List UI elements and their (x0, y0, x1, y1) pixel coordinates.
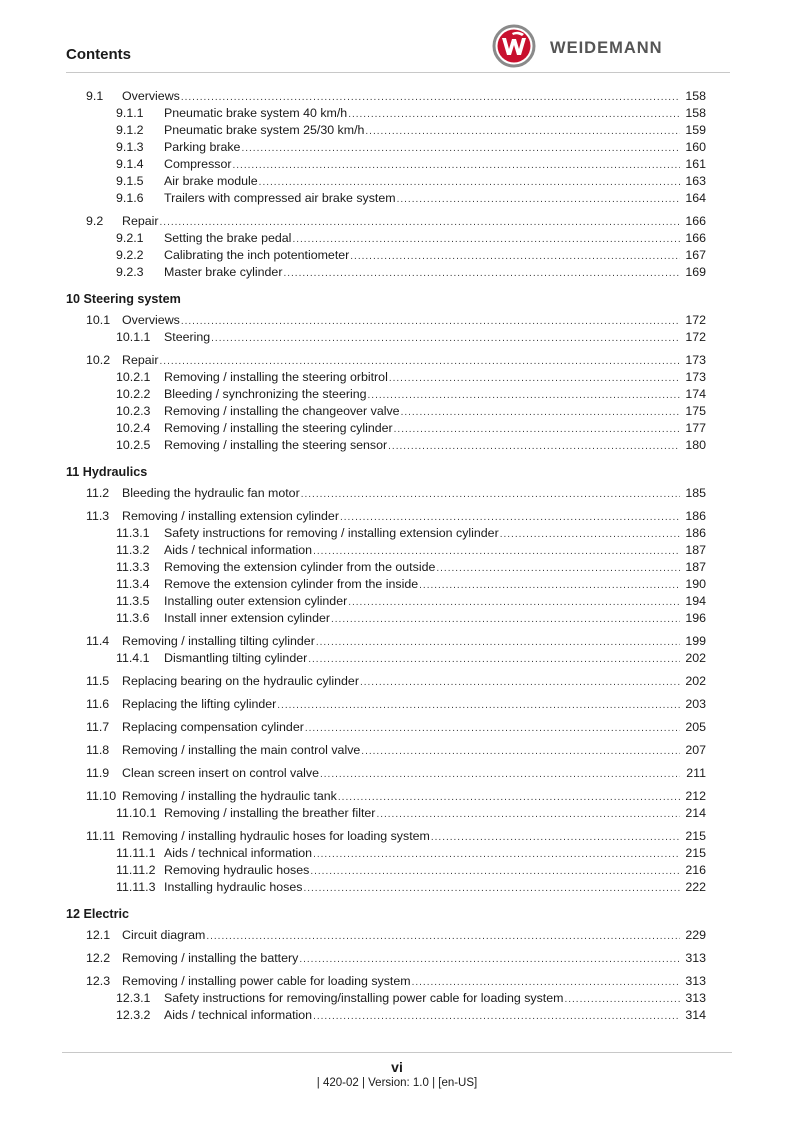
toc-entry[interactable] (86, 386, 706, 403)
toc-entry-page: 215 (685, 829, 706, 843)
toc-entry-page: 172 (685, 313, 706, 327)
toc-entry-page: 222 (685, 880, 706, 894)
toc-entry[interactable] (86, 990, 706, 1007)
toc-dot-leader (160, 352, 680, 370)
toc-entry[interactable] (86, 788, 706, 805)
toc-dot-leader (388, 437, 680, 455)
brand-name: WEIDEMANN (550, 39, 663, 57)
toc-entry-page: 166 (685, 214, 706, 228)
toc-entry[interactable] (86, 879, 706, 896)
toc-entry[interactable] (86, 673, 706, 690)
toc-entry-page: 215 (685, 846, 706, 860)
toc-entry-number: 10.2.1 (116, 370, 151, 384)
toc-entry-number: 9.1 (86, 89, 104, 103)
toc-entry-title: Repair (122, 353, 159, 367)
toc-entry-number: 12.2 (86, 951, 111, 965)
toc-entry-number: 11.3.3 (116, 560, 150, 574)
toc-entry-number: 11.5 (86, 674, 110, 688)
toc-entry-number: 9.1.4 (116, 157, 144, 171)
toc-dot-leader (181, 312, 680, 330)
toc-entry-page: 173 (685, 353, 706, 367)
toc-entry-number: 11.4 (86, 634, 110, 648)
toc-dot-leader (340, 508, 680, 526)
toc-entry-number: 11.3.4 (116, 577, 150, 591)
toc-entry-title: Dismantling tilting cylinder (164, 651, 308, 665)
toc-entry[interactable] (86, 742, 706, 759)
toc-entry-title: Safety instructions for removing/installing power cable for loading system (164, 991, 564, 1005)
toc-entry-title: Removing / installing the main control valve (122, 743, 361, 757)
header-divider (66, 72, 730, 73)
toc-dot-leader (389, 369, 680, 387)
page-title: Contents (66, 46, 131, 63)
toc-entry-page: 159 (685, 123, 706, 137)
toc-entry-number: 11.11.2 (116, 863, 156, 877)
toc-dot-leader (564, 990, 680, 1008)
toc-entry-number: 10.2.3 (116, 404, 151, 418)
version-line: | 420-02 | Version: 1.0 | [en-US] (316, 1077, 478, 1089)
toc-dot-leader (348, 105, 680, 123)
toc-entry-page: 158 (685, 89, 706, 103)
toc-dot-leader (277, 696, 680, 714)
toc-entry[interactable] (86, 190, 706, 207)
toc-entry-title: Removing / installing power cable for loading system (122, 974, 411, 988)
toc-entry-title: Aids / technical information (164, 846, 313, 860)
toc-entry-title: Circuit diagram (122, 928, 206, 942)
toc-dot-leader (283, 264, 680, 282)
toc-dot-leader (308, 650, 680, 668)
weidemann-w-logo-icon (492, 24, 538, 68)
toc-entry-title: Aids / technical information (164, 543, 313, 557)
toc-entry-number: 9.2.2 (116, 248, 144, 262)
toc-entry-page: 186 (685, 509, 706, 523)
toc-dot-leader (365, 122, 680, 140)
toc-entry[interactable] (86, 576, 706, 593)
toc-entry-number: 11.9 (86, 766, 110, 780)
toc-entry-page: 158 (685, 106, 706, 120)
toc-entry[interactable] (86, 156, 706, 173)
toc-entry-number: 11.8 (86, 743, 110, 757)
toc-entry-number: 11.3 (86, 509, 110, 523)
toc-entry-number: 11.6 (86, 697, 110, 711)
toc-entry-title: Master brake cylinder (164, 265, 283, 279)
toc-entry[interactable] (86, 765, 706, 782)
toc-entry[interactable] (86, 485, 706, 502)
toc-entry-title: Removing hydraulic hoses (164, 863, 310, 877)
toc-entry-page: 196 (685, 611, 706, 625)
toc-entry[interactable] (86, 542, 706, 559)
toc-entry-page: 211 (686, 766, 706, 780)
toc-entry-number: 11.7 (86, 720, 110, 734)
toc-entry-number: 10.2.2 (116, 387, 151, 401)
toc-entry-page: 203 (685, 697, 706, 711)
toc-entry-number: 9.1.5 (116, 174, 144, 188)
toc-entry[interactable] (86, 845, 706, 862)
toc-entry-number: 12.1 (86, 928, 111, 942)
toc-entry-title: Pneumatic brake system 25/30 km/h (164, 123, 365, 137)
toc-dot-leader (350, 247, 680, 265)
toc-entry-title: Setting the brake pedal (164, 231, 292, 245)
toc-entry-number: 11.3.2 (116, 543, 150, 557)
toc-entry[interactable] (86, 403, 706, 420)
toc-entry[interactable] (86, 828, 706, 845)
toc-entry-number: 10.2.5 (116, 438, 151, 452)
page-number: vi (391, 1059, 403, 1075)
toc-dot-leader (211, 329, 680, 347)
toc-dot-leader (412, 973, 680, 991)
toc-entry-title: Overviews (122, 313, 180, 327)
toc-entry-page: 173 (685, 370, 706, 384)
toc-entry[interactable] (86, 973, 706, 990)
toc-entry[interactable] (86, 369, 706, 386)
toc-dot-leader (394, 420, 680, 438)
toc-entry-page: 216 (685, 863, 706, 877)
toc-dot-leader (299, 950, 680, 968)
toc-entry[interactable] (86, 312, 706, 329)
toc-entry-number: 11.3.6 (116, 611, 150, 625)
toc-entry-number: 11.2 (86, 486, 110, 500)
chapter-heading[interactable]: 10 Steering system (66, 292, 181, 306)
toc-entry-title: Removing / installing tilting cylinder (122, 634, 315, 648)
toc-entry-number: 9.2.1 (116, 231, 144, 245)
toc-dot-leader (431, 828, 680, 846)
toc-entry-title: Aids / technical information (164, 1008, 313, 1022)
toc-entry-page: 187 (685, 543, 706, 557)
toc-entry[interactable] (86, 593, 706, 610)
toc-entry-title: Installing outer extension cylinder (164, 594, 348, 608)
chapter-heading[interactable]: 12 Electric (66, 907, 130, 921)
toc-entry-title: Replacing bearing on the hydraulic cylinder (122, 674, 359, 688)
toc-entry-page: 202 (685, 651, 706, 665)
toc-entry-page: 187 (685, 560, 706, 574)
toc-entry-page: 174 (685, 387, 706, 401)
toc-dot-leader (397, 190, 680, 208)
toc-entry-title: Removing / installing the breather filter (164, 806, 376, 820)
toc-entry-page: 160 (685, 140, 706, 154)
toc-entry-title: Removing the extension cylinder from the outside (164, 560, 436, 574)
toc-entry-title: Replacing the lifting cylinder (122, 697, 277, 711)
toc-dot-leader (259, 173, 680, 191)
toc-entry-title: Removing / installing the steering orbitrol (164, 370, 388, 384)
toc-dot-leader (310, 862, 680, 880)
toc-entry-number: 12.3.2 (116, 1008, 151, 1022)
toc-dot-leader (303, 879, 680, 897)
toc-entry-number: 10.1.1 (116, 330, 151, 344)
toc-dot-leader (338, 788, 680, 806)
brand-logo (488, 24, 718, 68)
toc-entry-page: 172 (685, 330, 706, 344)
toc-entry-number: 10.1 (86, 313, 111, 327)
toc-entry[interactable] (86, 805, 706, 822)
toc-dot-leader (331, 610, 680, 628)
toc-entry[interactable] (86, 173, 706, 190)
toc-entry-title: Clean screen insert on control valve (122, 766, 319, 780)
toc-entry[interactable] (86, 437, 706, 454)
toc-entry-number: 11.10.1 (116, 806, 157, 820)
toc-entry[interactable] (86, 329, 706, 346)
toc-entry-number: 11.11 (86, 829, 116, 843)
toc-entry-title: Install inner extension cylinder (164, 611, 330, 625)
toc-entry-title: Installing hydraulic hoses (164, 880, 303, 894)
page-header (66, 22, 718, 72)
toc-dot-leader (313, 542, 680, 560)
toc-entry-page: 212 (685, 789, 706, 803)
toc-entry[interactable] (86, 247, 706, 264)
footer-divider (62, 1052, 732, 1053)
toc-entry[interactable] (86, 352, 706, 369)
toc-entry[interactable] (86, 525, 706, 542)
toc-entry[interactable] (86, 264, 706, 281)
toc-entry-number: 11.4.1 (116, 651, 150, 665)
table-of-contents (66, 88, 706, 1024)
toc-dot-leader (436, 559, 680, 577)
toc-entry-title: Bleeding the hydraulic fan motor (122, 486, 300, 500)
toc-entry-page: 177 (685, 421, 706, 435)
toc-entry[interactable] (86, 105, 706, 122)
toc-dot-leader (206, 927, 680, 945)
toc-entry-title: Replacing compensation cylinder (122, 720, 304, 734)
toc-entry-number: 9.1.2 (116, 123, 144, 137)
toc-entry-number: 11.11.1 (116, 846, 156, 860)
toc-dot-leader (316, 633, 680, 651)
toc-dot-leader (292, 230, 680, 248)
toc-dot-leader (160, 213, 680, 231)
toc-entry-title: Air brake module (164, 174, 258, 188)
toc-entry-page: 164 (685, 191, 706, 205)
toc-dot-leader (320, 765, 680, 783)
toc-entry-page: 207 (685, 743, 706, 757)
toc-entry-number: 9.2.3 (116, 265, 144, 279)
toc-entry-title: Removing / installing hydraulic hoses for loading system (122, 829, 430, 843)
toc-entry-page: 166 (685, 231, 706, 245)
toc-entry-number: 10.2 (86, 353, 111, 367)
toc-entry-page: 190 (685, 577, 706, 591)
toc-entry-number: 12.3.1 (116, 991, 151, 1005)
toc-entry-page: 194 (685, 594, 706, 608)
toc-entry-number: 11.11.3 (116, 880, 156, 894)
toc-dot-leader (313, 845, 680, 863)
toc-dot-leader (361, 742, 680, 760)
toc-entry[interactable] (86, 696, 706, 713)
toc-entry-title: Compressor (164, 157, 232, 171)
toc-entry[interactable] (86, 633, 706, 650)
toc-entry-page: 314 (685, 1008, 706, 1022)
toc-entry-title: Safety instructions for removing / installing extension cylinder (164, 526, 499, 540)
toc-entry[interactable] (86, 559, 706, 576)
toc-entry-title: Trailers with compressed air brake system (164, 191, 396, 205)
toc-entry-title: Overviews (122, 89, 180, 103)
toc-entry-page: 313 (685, 974, 706, 988)
toc-entry[interactable] (86, 650, 706, 667)
toc-entry-title: Steering (164, 330, 211, 344)
toc-entry-page: 169 (685, 265, 706, 279)
toc-dot-leader (301, 485, 680, 503)
toc-entry-page: 229 (685, 928, 706, 942)
toc-entry-title: Removing / installing the steering cylinder (164, 421, 393, 435)
toc-entry[interactable] (86, 1007, 706, 1024)
toc-entry-page: 185 (685, 486, 706, 500)
toc-entry-page: 175 (685, 404, 706, 418)
toc-dot-leader (368, 386, 680, 404)
toc-dot-leader (181, 88, 680, 106)
toc-entry-title: Bleeding / synchronizing the steering (164, 387, 367, 401)
toc-entry[interactable] (86, 950, 706, 967)
toc-entry[interactable] (86, 88, 706, 105)
toc-dot-leader (241, 139, 680, 157)
toc-entry-page: 313 (685, 991, 706, 1005)
toc-dot-leader (348, 593, 680, 611)
toc-dot-leader (500, 525, 680, 543)
toc-entry-page: 163 (685, 174, 706, 188)
toc-entry-page: 214 (685, 806, 706, 820)
toc-entry-title: Repair (122, 214, 159, 228)
toc-entry-title: Removing / installing extension cylinder (122, 509, 339, 523)
toc-entry[interactable] (86, 719, 706, 736)
toc-dot-leader (401, 403, 680, 421)
toc-entry-page: 205 (685, 720, 706, 734)
toc-entry-page: 180 (685, 438, 706, 452)
toc-entry-title: Removing / installing the battery (122, 951, 299, 965)
toc-dot-leader (305, 719, 680, 737)
toc-entry-number: 9.1.6 (116, 191, 144, 205)
toc-entry-number: 12.3 (86, 974, 111, 988)
toc-entry[interactable] (86, 862, 706, 879)
toc-dot-leader (376, 805, 680, 823)
toc-dot-leader (232, 156, 680, 174)
toc-entry-title: Pneumatic brake system 40 km/h (164, 106, 348, 120)
toc-entry-title: Removing / installing the changeover valve (164, 404, 400, 418)
toc-entry[interactable] (86, 139, 706, 156)
toc-entry-title: Removing / installing the hydraulic tank (122, 789, 337, 803)
toc-entry-number: 9.1.1 (116, 106, 144, 120)
toc-entry-number: 10.2.4 (116, 421, 151, 435)
toc-entry[interactable] (86, 508, 706, 525)
toc-entry-title: Remove the extension cylinder from the inside (164, 577, 419, 591)
toc-entry-number: 11.3.5 (116, 594, 150, 608)
toc-entry[interactable] (86, 420, 706, 437)
toc-entry[interactable] (86, 610, 706, 627)
toc-dot-leader (419, 576, 680, 594)
toc-entry-page: 313 (685, 951, 706, 965)
toc-entry-page: 186 (685, 526, 706, 540)
toc-entry[interactable] (86, 213, 706, 230)
toc-entry-number: 11.10 (86, 789, 117, 803)
toc-entry[interactable] (86, 927, 706, 944)
toc-entry-page: 202 (685, 674, 706, 688)
toc-entry-number: 9.1.3 (116, 140, 144, 154)
toc-entry[interactable] (86, 122, 706, 139)
toc-entry-title: Calibrating the inch potentiometer (164, 248, 350, 262)
toc-entry-number: 11.3.1 (116, 526, 150, 540)
toc-entry-page: 199 (685, 634, 706, 648)
toc-entry-title: Parking brake (164, 140, 241, 154)
toc-entry-page: 161 (685, 157, 706, 171)
toc-entry-page: 167 (685, 248, 706, 262)
chapter-heading[interactable]: 11 Hydraulics (66, 465, 148, 479)
toc-entry-number: 9.2 (86, 214, 104, 228)
toc-entry[interactable] (86, 230, 706, 247)
toc-entry-title: Removing / installing the steering sensor (164, 438, 388, 452)
toc-dot-leader (360, 673, 680, 691)
toc-dot-leader (313, 1007, 680, 1025)
